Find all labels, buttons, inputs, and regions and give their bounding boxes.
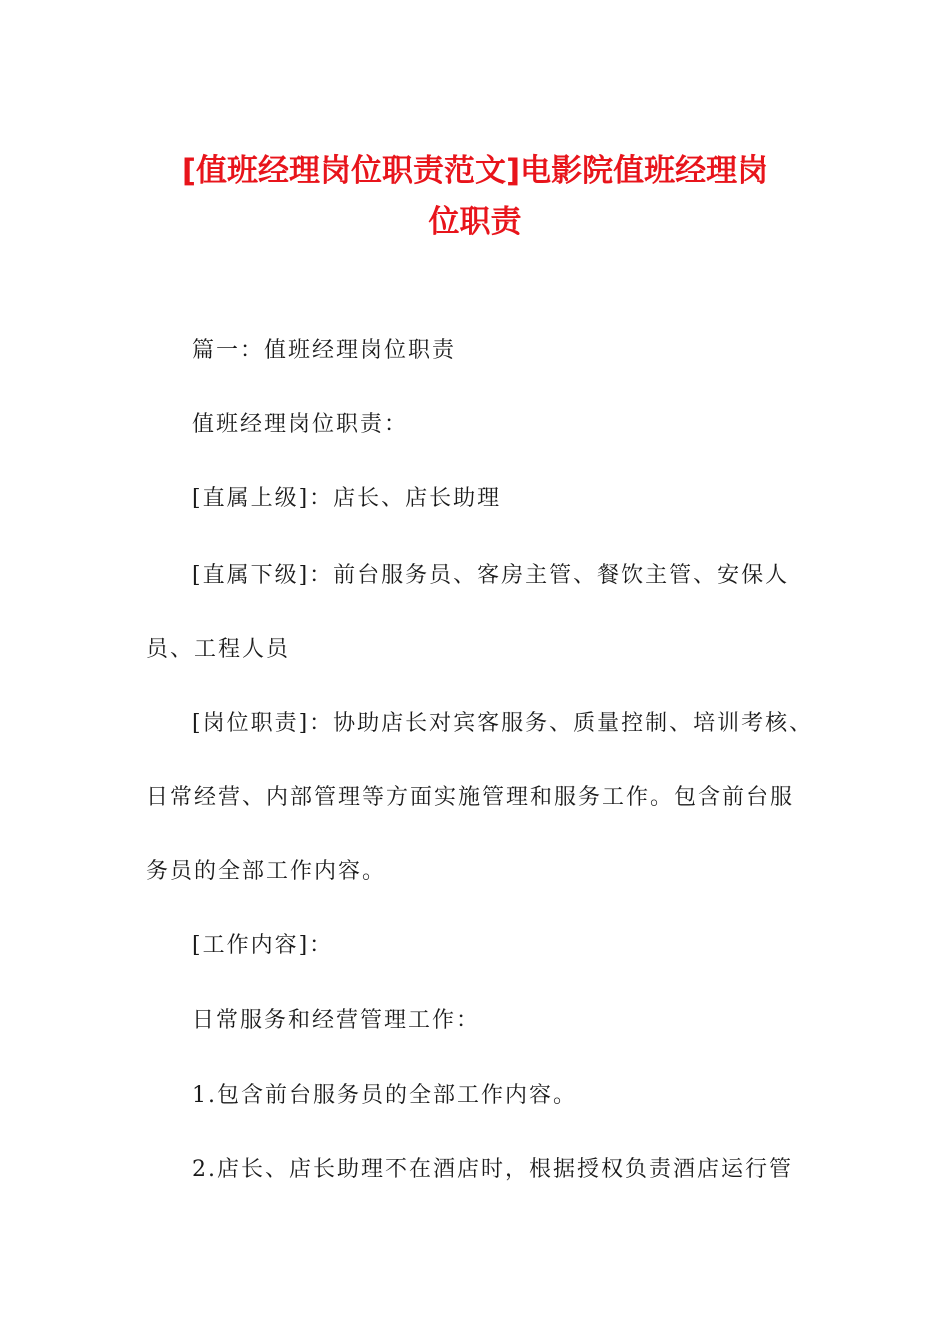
paragraph-item-2 <box>146 1156 814 1230</box>
paragraph-section-heading <box>146 337 814 411</box>
paragraph-duties-heading <box>146 411 814 485</box>
paragraph-job-duties <box>146 710 814 932</box>
paragraph-line: 日常经营、内部管理等方面实施管理和服务工作。包含前台服 <box>146 785 795 810</box>
title-line-1: [值班经理岗位职责范文]电影院值班经理岗 <box>181 153 769 189</box>
paragraph-line: 员、工程人员 <box>146 637 291 662</box>
paragraph-line: 篇一：值班经理岗位职责 <box>192 338 457 363</box>
paragraph-work-content-heading <box>146 932 814 1006</box>
paragraph-line: 务员的全部工作内容。 <box>146 859 387 884</box>
paragraph-line: [岗位职责]：协助店长对宾客服务、质量控制、培训考核、 <box>192 711 814 736</box>
paragraph-line: 值班经理岗位职责： <box>192 412 409 437</box>
paragraph-line: [直属上级]：店长、店长助理 <box>192 486 502 511</box>
title-line-2: 位职责 <box>428 204 522 240</box>
paragraph-direct-superior <box>146 485 814 559</box>
paragraph-line: [直属下级]：前台服务员、客房主管、餐饮主管、安保人 <box>192 563 790 588</box>
paragraph-direct-subordinates <box>146 562 814 710</box>
document-title <box>140 146 810 248</box>
paragraph-line: 2.店长、店长助理不在酒店时，根据授权负责酒店运行管 <box>192 1157 793 1182</box>
paragraph-line: 1.包含前台服务员的全部工作内容。 <box>192 1083 577 1108</box>
paragraph-item-1 <box>146 1082 814 1156</box>
paragraph-line: [工作内容]： <box>192 933 334 958</box>
paragraph-daily-work-heading <box>146 1007 814 1081</box>
paragraph-line: 日常服务和经营管理工作： <box>192 1008 481 1033</box>
